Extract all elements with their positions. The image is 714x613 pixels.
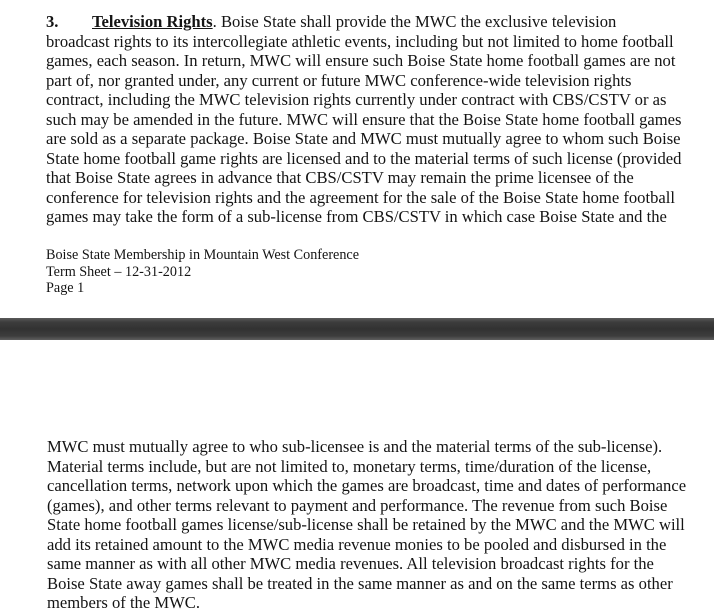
- paragraph-line: conference for television rights and the agreement for the sale of the Boise State home football: [46, 187, 675, 207]
- television-rights-paragraph: [46, 12, 686, 227]
- section-title: Television Rights: [92, 12, 213, 31]
- paragraph-line: add its retained amount to the MWC media revenue monies to be pooled and disbursed in the: [47, 534, 667, 554]
- paragraph-line: that Boise State agrees in advance that CBS/CSTV may remain the prime licensee of the: [46, 168, 634, 187]
- paragraph-line: cancellation terms, network upon which the games are broadcast, time and dates of performance: [47, 476, 687, 495]
- paragraph-line: Material terms include, but are not limited to, monetary terms, time/duration of the license,: [47, 456, 652, 476]
- page-footer: [46, 247, 359, 297]
- footer-page-number: Page 1: [46, 280, 85, 296]
- paragraph-line: part of, nor granted under, any current or future MWC conference-wide television rights: [46, 70, 632, 90]
- footer-term-sheet-date: Term Sheet – 12-31-2012: [46, 263, 192, 280]
- section-number: 3.: [46, 12, 59, 31]
- paragraph-line: are sold as a separate package. Boise State and MWC must mutually agree to whom such Boise: [46, 129, 681, 148]
- paragraph-text: . Boise State shall provide the MWC the exclusive television: [212, 12, 617, 31]
- paragraph-line: Boise State away games shall be treated in the same manner as and on the same terms as other: [47, 573, 673, 593]
- paragraph-line: same manner as with all other MWC media revenues. All television broadcast rights for the: [47, 554, 654, 573]
- paragraph-line: (games), and other terms relevant to payment and performance. The revenue from such Boise: [47, 495, 668, 515]
- paragraph-line: MWC must mutually agree to who sub-licensee is and the material terms of the sub-license).: [47, 437, 663, 456]
- paragraph-line: [46, 12, 686, 32]
- paragraph-line: members of the MWC.: [47, 593, 200, 612]
- continued-paragraph: [47, 437, 687, 613]
- paragraph-line: broadcast rights to its intercollegiate athletic events, including but not limited to home football: [46, 31, 674, 51]
- paragraph-line: contract, including the MWC television rights currently under contract with CBS/CSTV or as: [46, 90, 667, 109]
- page-break-divider: [0, 318, 714, 340]
- footer-document-title: Boise State Membership in Mountain West Conference: [46, 247, 360, 263]
- paragraph-line: games, each season. In return, MWC will ensure such Boise State home football games are not: [46, 51, 676, 70]
- paragraph-line: State home football game rights are licensed and to the material terms of such license (provided: [46, 148, 682, 168]
- paragraph-line: such may be amended in the future. MWC will ensure that the Boise State home football games: [46, 109, 682, 129]
- paragraph-line: games may take the form of a sub-license from CBS/CSTV in which case Boise State and the: [46, 207, 667, 226]
- paragraph-line: State home football games license/sub-license shall be retained by the MWC and the MWC will: [47, 515, 685, 534]
